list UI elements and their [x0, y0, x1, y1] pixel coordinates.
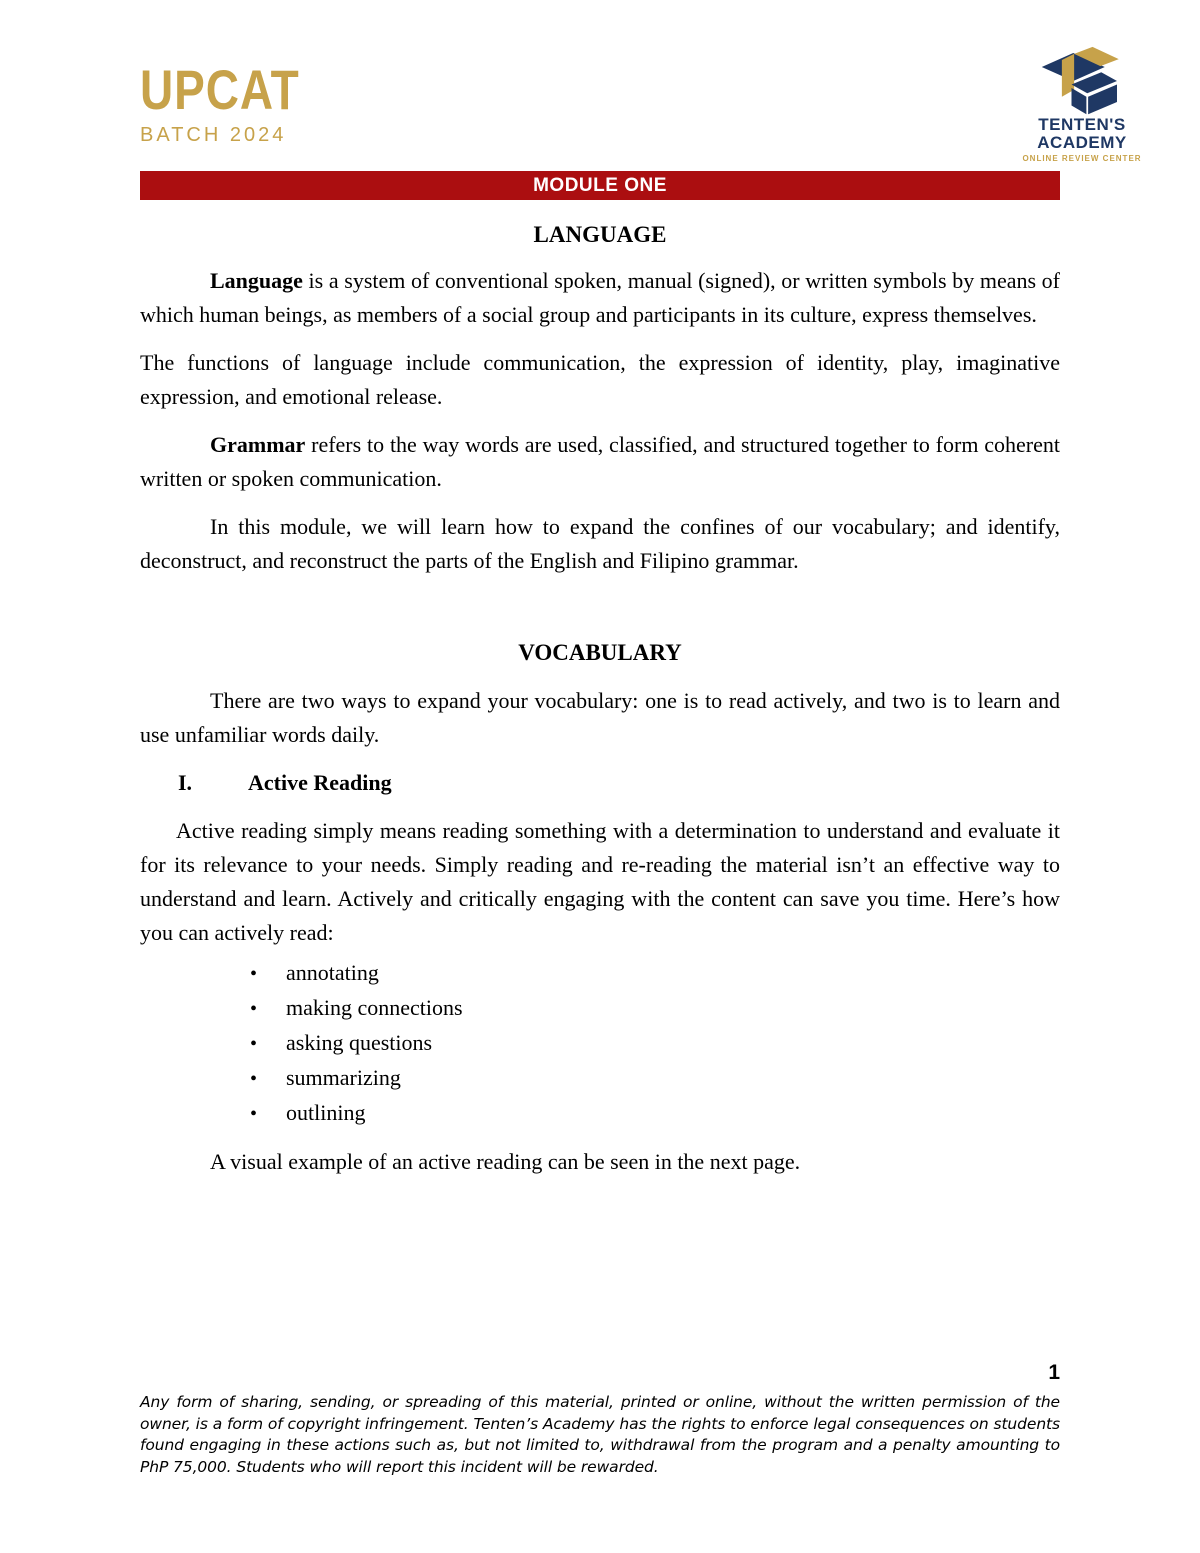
paragraph-module-overview: In this module, we will learn how to expand the confines of our vocabulary; and identify, deconstruct, and reconstruct the parts of the English and Filipino grammar.	[140, 514, 1060, 574]
paragraph-vocabulary-intro: There are two ways to expand your vocabulary: one is to read actively, and two is to learn and use unfamiliar words daily.	[140, 688, 1060, 748]
list-item-label: summarizing	[286, 1065, 401, 1091]
bullet-icon: •	[250, 1033, 258, 1056]
section-title-vocabulary: VOCABULARY	[518, 640, 682, 666]
list-item	[250, 1096, 1060, 1131]
heading-number: I.	[178, 770, 193, 796]
academy-name-bottom: ACADEMY	[1037, 133, 1127, 153]
paragraph-language-definition	[140, 264, 1060, 332]
paragraph-grammar-definition	[140, 428, 1060, 496]
document-body	[0, 220, 1200, 1179]
module-banner: MODULE ONE	[140, 171, 1060, 200]
upcat-logo-text: UPCAT	[140, 58, 300, 122]
heading-label: Active Reading	[248, 770, 392, 796]
academy-logo	[1022, 46, 1142, 163]
paragraph-language-definition-text: is a system of conventional spoken, manual (signed), or written symbols by means of which human beings, as members of a social group and participants in its culture, express themselves.	[140, 268, 1060, 328]
heading-active-reading	[178, 766, 1060, 800]
upcat-logo	[140, 58, 314, 147]
list-item	[250, 956, 1060, 991]
list-item	[250, 991, 1060, 1026]
paragraph-active-reading: Active reading simply means reading something with a determination to understand and evaluate it for its relevance to your needs. Simply reading and re-reading the material isn’t an effective way to understand and learn. Actively and critically engaging with the content can save you time. Here’s how you can actively read:	[140, 818, 1060, 946]
page-header	[0, 0, 1200, 163]
copyright-disclaimer: Any form of sharing, sending, or spreading of this material, printed or online, without the written permission of the owner, is a form of copyright infringement. Tenten’s Academy has the rights to enforce legal consequences on students found engaging in these actions such as, but not limited to, withdrawal from the program and a penalty amounting to PhP 75,000. Students who will report this incident will be rewarded.	[140, 1393, 1060, 1476]
list-item-label: asking questions	[286, 1030, 433, 1056]
list-item	[250, 1061, 1060, 1096]
bullet-icon: •	[250, 1068, 258, 1091]
list-item-label: outlining	[286, 1100, 366, 1126]
active-reading-bullet-list	[250, 956, 1060, 1131]
list-item	[250, 1026, 1060, 1061]
paragraph-visual-example: A visual example of an active reading can be seen in the next page.	[210, 1149, 801, 1175]
graduation-cap-icon	[1036, 46, 1128, 116]
list-item-label: annotating	[286, 960, 379, 986]
paragraph-language-functions: The functions of language include communication, the expression of identity, play, imaginative expression, and emotional release.	[140, 350, 1060, 410]
document-title: LANGUAGE	[533, 222, 667, 248]
bullet-icon: •	[250, 963, 258, 986]
academy-tagline: ONLINE REVIEW CENTER	[1022, 154, 1142, 164]
lead-word-language: Language	[210, 268, 303, 294]
list-item-label: making connections	[286, 995, 463, 1021]
batch-label: BATCH 2024	[140, 124, 287, 146]
page-number: 1	[1048, 1361, 1060, 1384]
bullet-icon: •	[250, 1103, 258, 1126]
lead-word-grammar: Grammar	[210, 432, 306, 458]
paragraph-grammar-definition-text: refers to the way words are used, classified, and structured together to form coherent written or spoken communication.	[140, 432, 1060, 492]
academy-name-top: TENTEN'S	[1038, 115, 1126, 134]
bullet-icon: •	[250, 998, 258, 1021]
